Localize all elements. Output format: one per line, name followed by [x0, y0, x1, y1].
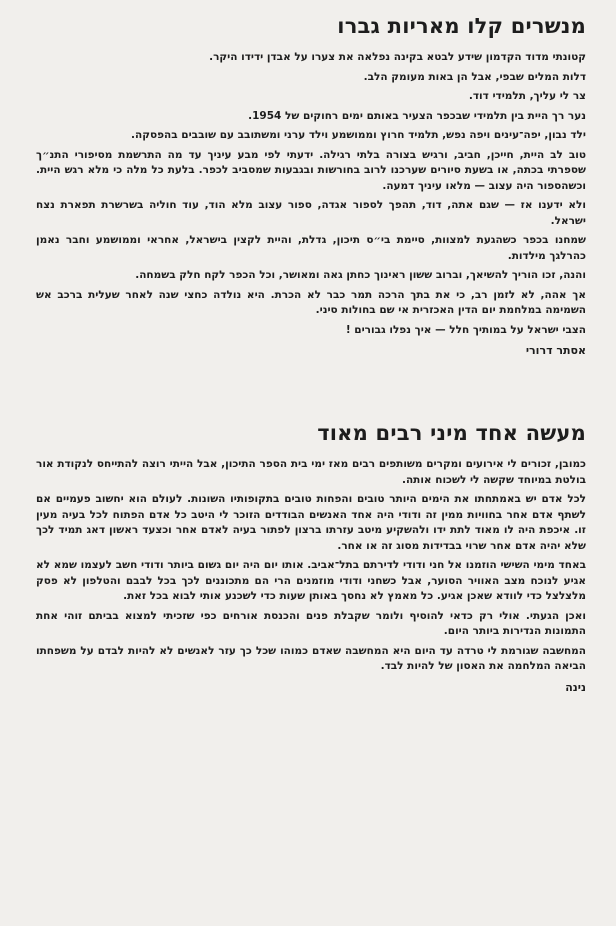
article-paragraph: הצבי ישראל על במותיך חלל — איך נפלו גבורים ! — [345, 323, 586, 336]
article-paragraph: אך אהה, לא לזמן רב, כי את בתך הרכה תמר כבר לא הכרת. היא נולדה כחצי שנה לאחר שעלית ברכב אש השמימה במלחמת יום הדין האכזרית אי שם בחולות סיני. — [36, 288, 586, 316]
article-paragraph: טוב לב היית, חייכן, חביב, ורגיש בצורה בלתי רגילה. ידעתי לפי מבע עיניך עד מה התרשמת מסיפורי התנ״ך שספרתי בכתה, או בשעת סיורים שערכנו לרוב בחורשות ובגבעות שמסביב לכפר. בלעת כל מלה כי מלא רגש היית. וכשהספור היה עצוב — מלאו עיניך דמעה. — [36, 148, 586, 192]
article-paragraph: צר לי עליך, תלמידי דוד. — [468, 90, 586, 102]
article-paragraph: לכל אדם יש באמתחתו את הימים היותר טובים והפחות טובים בתקופותיו השונות. לעולם הוא יחשוב פעמיים אם לשתף אדם אחר בחוויות ממין זה ודודי היה אחד האנשים הבודדים הזוכר לי היטב כל אדם הפתוח לכל בעיה מעין זו. איכפת היה לו מאוד לתת ידו ולהשקיע מיטב עזרתו ברצון לפתור בעיה לאדם אחר וכצעד ראשון דאג תמיד לכך שלא יהיה אדם אחר שרוי בבדידות מסוג זה או אחר. — [36, 493, 586, 552]
article-paragraph: ואכן הגעתי. אולי רק כדאי להוסיף ולומר שקבלת פנים והכנסת אורחים כפי שזכיתי למצוא בביתם זוהי אחת התמונות הנדירות ביותר היום. — [36, 609, 586, 637]
article-paragraph: באחד מימי השישי הוזמנו אל חני ודודי לדירתם בתל־אביב. אותו יום היה יום גשום ביותר ודודי חשב לעצמו שמא לא אגיע לנוכח מצב האוויר הסוער, אבל כשחני ודודי מוזמנים הרי הם מתכוננים לכך בכל לבבם והטלפון לא פסק מלצלצל כדי לוודא שאכן אגיע. כל מאמץ לא נחסך באותן שעות כדי לשכנע אותי לבוא בכל זאת. — [36, 559, 586, 602]
article-second — [36, 421, 586, 694]
article-paragraph: כמובן, זכורים לי אירועים ומקרים משותפים רבים מאז ימי בית הספר התיכון, אבל הייתי רוצה להתייחס לנקודת אור בולטת במיוחד שקשה לי לשכוח אותה. — [36, 458, 586, 486]
article-first — [36, 14, 586, 357]
article-title: מעשה אחד מיני רבים מאוד — [317, 421, 586, 445]
article-paragraph: דלות המלים שבפי, אבל הן באות מעומק הלב. — [363, 70, 586, 83]
article-paragraph: קטונתי מדוד הקדמון שידע לבטא בקינה נפלאה את צערו על אבדן ידידו היקר. — [209, 51, 586, 63]
article-title: מנשרים קלו מאריות גברו — [337, 14, 586, 38]
article-paragraph: שמחנו בכפר כשהגעת למצוות, סיימת בי״ס תיכון, גדלת, והיית לקצין בישראל, אחראי וממושמע וחבר נאמן כהרלגך מילדות. — [36, 234, 586, 262]
article-paragraph: נער רך היית בין תלמידי שבכפר הצעיר באותם ימים רחוקים של 1954. — [248, 109, 586, 122]
article-paragraph: המחשבה שגורמת לי טרדה עד היום היא המחשבה שאדם כמוהו שכל כך עזר לאנשים לא להיות לבדם על משפחתו הביאה המלחמה את האסון של להיות לבד. — [36, 644, 586, 672]
author-signature: נינה — [565, 680, 586, 694]
article-paragraph: ילד נבון, יפה־עינים ויפה נפש, תלמיד חרוץ וממושמע וילד ערני ומשתובב עם שובבים בהפסקה. — [131, 129, 586, 141]
section-spacer — [36, 357, 586, 417]
article-paragraph: והנה, זכו הוריך להשיאך, וברוב ששון ראינוך כחתן גאה ומאושר, וכל הכפר לקח חלק בשמחה. — [135, 269, 586, 281]
article-paragraph: ולא ידענו אז — שגם אתה, דוד, תהפך לספור אגדה, ספור עצוב מלא הוד, עוד חוליה בשרשרת תפארת נצח ישראל. — [36, 199, 586, 227]
author-signature: אסתר דרורי — [525, 344, 586, 357]
